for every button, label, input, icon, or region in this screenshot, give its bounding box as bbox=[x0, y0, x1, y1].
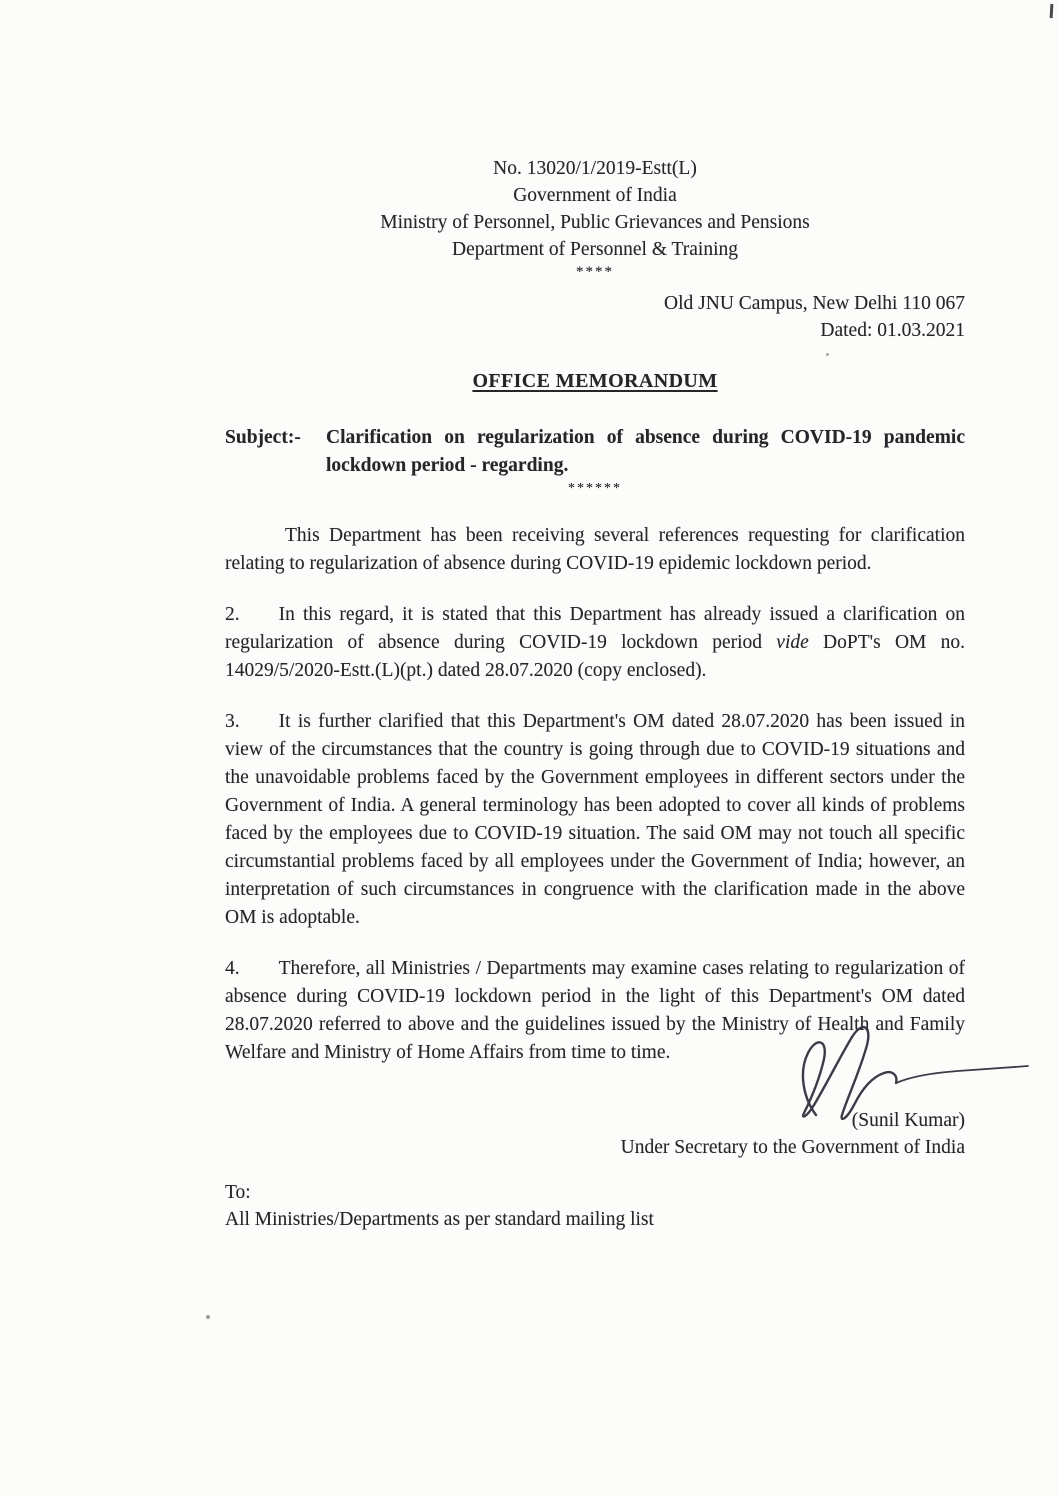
paragraph-2-text-after-vide: DoPT's OM no. 14029/5/2020-Estt.(L)(pt.) dated 28.07.2020 (copy enclosed). bbox=[225, 632, 965, 681]
distribution-block bbox=[225, 1179, 965, 1233]
signatory-name: (Sunil Kumar) bbox=[851, 1110, 965, 1131]
org-line-department: Department of Personnel & Training bbox=[452, 239, 738, 260]
subject-text: Clarification on regularization of absence during COVID-19 pandemic lockdown period - regarding. bbox=[326, 427, 965, 476]
paragraph-4-text: Therefore, all Ministries / Departments may examine cases relating to regularization of absence during COVID-19 lockdown period in the light of this Department's OM dated 28.07.2020 referred to above and the guidelines issued by the Ministry of Health and Family Welfare and Ministry of Home Affairs from time to time. bbox=[225, 958, 965, 1063]
document-title: OFFICE MEMORANDUM bbox=[472, 370, 718, 392]
paragraph-3-number: 3. bbox=[225, 711, 240, 732]
paragraph-2 bbox=[225, 601, 965, 685]
paragraph-4 bbox=[225, 955, 965, 1067]
mailing-list-line: All Ministries/Departments as per standard mailing list bbox=[225, 1209, 654, 1230]
document-date: Dated: 01.03.2021 bbox=[820, 320, 965, 341]
subject-separator-stars: ****** bbox=[568, 481, 622, 496]
to-label: To: bbox=[225, 1182, 251, 1203]
paragraph-4-number: 4. bbox=[225, 958, 240, 979]
signatory-designation: Under Secretary to the Government of India bbox=[620, 1137, 965, 1158]
paragraph-2-vide-italic: vide bbox=[776, 632, 809, 653]
paragraph-2-number: 2. bbox=[225, 604, 240, 625]
subject-label: Subject:- bbox=[225, 427, 301, 448]
org-line-government: Government of India bbox=[513, 185, 677, 206]
scan-artifact-dot bbox=[206, 1315, 210, 1319]
header-separator-stars: **** bbox=[576, 264, 614, 280]
document-header bbox=[225, 155, 965, 263]
address-date-block bbox=[225, 290, 965, 344]
paragraph-1: This Department has been receiving several references requesting for clarification relating to regularization of absence during COVID-19 epidemic lockdown period. bbox=[225, 525, 965, 574]
document-content bbox=[225, 155, 965, 1233]
office-address: Old JNU Campus, New Delhi 110 067 bbox=[664, 293, 965, 314]
paragraph-3-text: It is further clarified that this Department's OM dated 28.07.2020 has been issued in view of the circumstances that the country is going through due to COVID-19 situations and the unavoidable problems faced by the Government employees in different sectors under the Government of India. A general terminology has been adopted to cover all kinds of problems faced by the employees due to COVID-19 situation. The said OM may not touch all specific circumstantial problems faced by all employees under the Government of India; however, an interpretation of such circumstances in congruence with the clarification made in the above OM is adoptable. bbox=[225, 711, 965, 928]
paragraph-2-text-before-vide: In this regard, it is stated that this Department has already issued a clarification on regularization of absence during COVID-19 lockdown period bbox=[225, 604, 965, 653]
subject-block bbox=[225, 424, 965, 480]
scan-artifact-mark bbox=[1050, 4, 1054, 18]
paragraph-3 bbox=[225, 708, 965, 932]
reference-number: No. 13020/1/2019-Estt(L) bbox=[493, 158, 697, 179]
org-line-ministry: Ministry of Personnel, Public Grievances and Pensions bbox=[380, 212, 810, 233]
signature-block bbox=[225, 1107, 965, 1161]
